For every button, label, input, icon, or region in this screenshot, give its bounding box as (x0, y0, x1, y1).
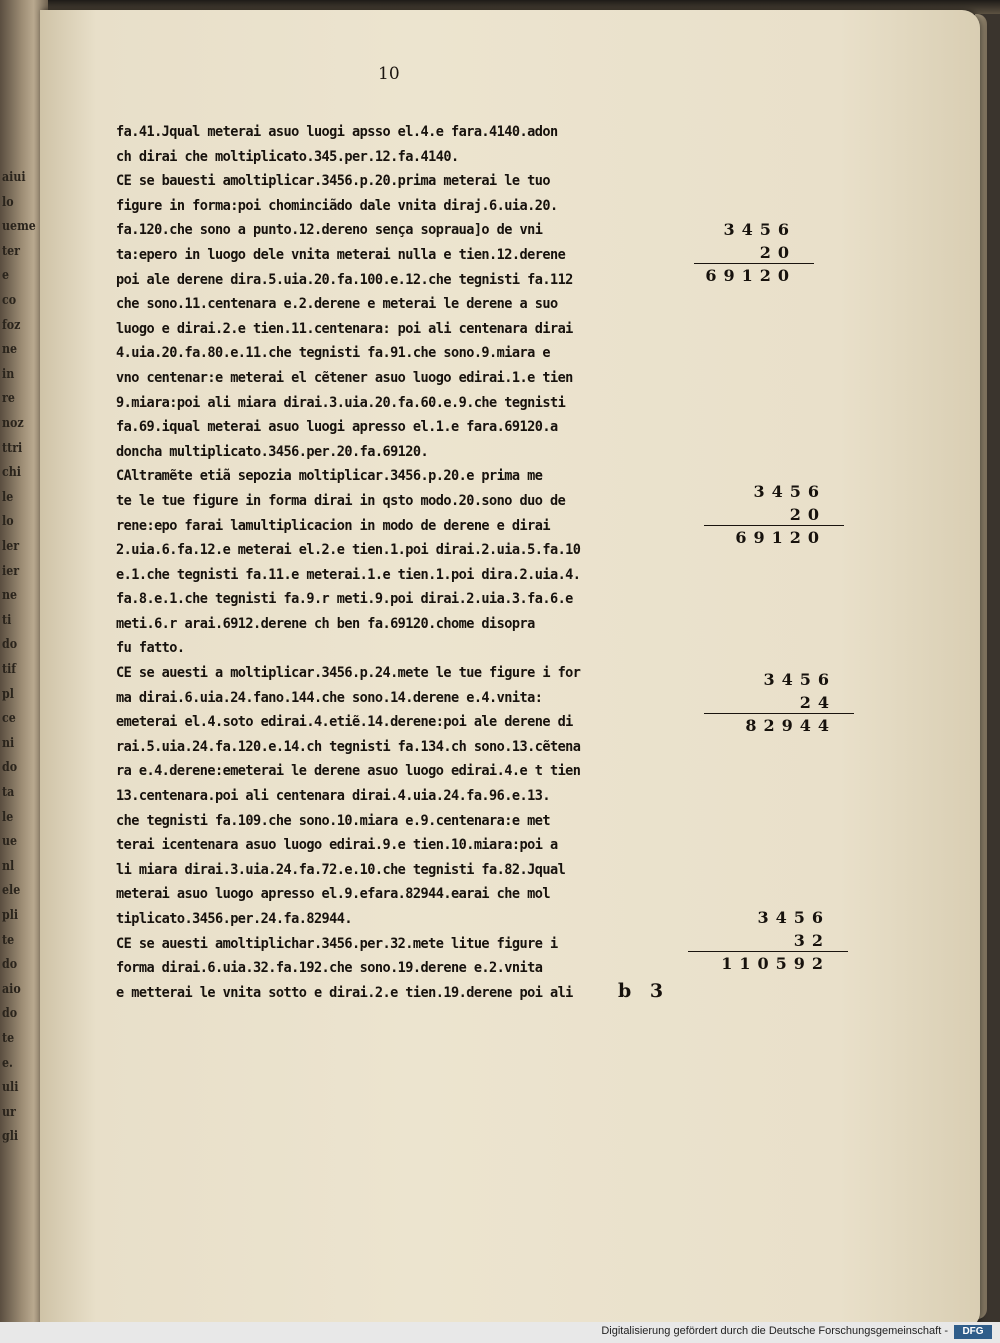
text-line: che tegnisti fa.109.che sono.10.miara e.9.centenara:e met (116, 811, 550, 829)
calc-multiplier: 20 (759, 243, 796, 262)
facing-page-fragment: do (2, 637, 18, 653)
text-line: CAltramẽte etiã sepozia moltiplicar.3456.p.20.e prima me (116, 467, 543, 485)
facing-page-fragment: uli (2, 1080, 19, 1096)
text-line: CE se auesti amoltiplichar.3456.per.32.mete litue figure i (116, 934, 558, 952)
paragraph (116, 169, 686, 464)
main-text-block (116, 120, 686, 1005)
calculation-24 (696, 668, 836, 737)
text-line: ra e.4.derene:emeterai le derene asuo luogo edirai.4.e t tien (116, 762, 581, 780)
facing-page-fragment: ttri (2, 440, 23, 456)
facing-page-fragment: aiui (2, 170, 26, 185)
facing-page-fragment: e (2, 268, 10, 284)
text-line: fu fatto. (116, 639, 185, 657)
text-line: luogo e dirai.2.e tien.11.centenara: poi ali centenara dirai (116, 319, 573, 337)
facing-page-fragment: pli (2, 908, 19, 923)
paragraph (116, 932, 686, 1006)
text-line: ta:epero in luogo dele vnita meterai nulla e tien.12.derene (116, 245, 566, 263)
facing-page-fragment: ce (2, 711, 16, 727)
calculation-32 (680, 906, 830, 975)
text-line: poi ale derene dira.5.uia.20.fa.100.e.12.che tegnisti fa.112 (116, 270, 573, 288)
facing-page-fragment: in (2, 366, 15, 382)
facing-page-fragment: do (2, 1006, 18, 1022)
calc-rule (704, 713, 854, 714)
text-line: fa.120.che sono a punto.12.dereno sença sopraua]o de vni (116, 221, 543, 239)
text-line: 9.miara:poi ali miara dirai.3.uia.20.fa.60.e.9.che tegnisti (116, 393, 566, 411)
text-line: figure in forma:poi chominciãdo dale vnita diraj.6.uia.20. (116, 196, 558, 214)
facing-page-fragment: tif (2, 662, 17, 677)
text-line: 4.uia.20.fa.80.e.11.che tegnisti fa.91.che sono.9.miara e (116, 344, 550, 362)
calc-rule (688, 951, 848, 952)
text-line: li miara dirai.3.uia.24.fa.72.e.10.che tegnisti fa.82.Jqual (116, 860, 566, 878)
facing-page-fragment: chi (2, 465, 21, 481)
dfg-logo: DFG (954, 1325, 992, 1339)
facing-page-fragment: re (2, 391, 15, 407)
footer-bar (0, 1322, 1000, 1343)
text-line: ma dirai.6.uia.24.fano.144.che sono.14.derene e.4.vnita: (116, 688, 543, 706)
text-line: 2.uia.6.fa.12.e meterai el.2.e tien.1.poi dirai.2.uia.5.fa.10 (116, 541, 581, 559)
facing-page-fragment: te (2, 932, 15, 948)
calc-product: 69120 (735, 528, 826, 547)
calculation-20-alt (696, 480, 826, 549)
calculation-20 (686, 218, 796, 287)
text-line: terai icentenara asuo luogo edirai.9.e tien.10.miara:poi a (116, 836, 558, 854)
text-line: CE se bauesti amoltiplicar.3456.p.20.prima meterai le tuo (116, 172, 550, 190)
facing-page-fragment: ur (2, 1104, 16, 1120)
signature-mark: b 3 (618, 980, 670, 1002)
text-line: meterai asuo luogo apresso el.9.efara.82944.earai che mol (116, 885, 550, 903)
facing-page-fragment: nl (2, 858, 15, 874)
facing-page-fragment: co (2, 293, 17, 308)
text-line: e.1.che tegnisti fa.11.e meterai.1.e tien.1.poi dira.2.uia.4. (116, 565, 581, 583)
facing-page-fragment: ue (2, 834, 18, 850)
calc-multiplier: 24 (799, 693, 836, 712)
facing-page-fragment: do (2, 760, 18, 776)
folio-number: 10 (378, 64, 400, 84)
text-line: forma dirai.6.uia.32.fa.192.che sono.19.derene e.2.vnita (116, 959, 543, 977)
facing-page-fragment: ne (2, 588, 18, 604)
calc-product: 69120 (705, 266, 796, 285)
text-line: fa.8.e.1.che tegnisti fa.9.r meti.9.poi dirai.2.uia.3.fa.6.e (116, 590, 573, 608)
paragraph (116, 120, 686, 169)
facing-page-fragment: ler (2, 539, 20, 554)
calc-multiplicand: 3456 (757, 908, 830, 927)
calc-multiplicand: 3456 (753, 482, 826, 501)
text-line: rene:epo farai lamultiplicacion in modo de derene e dirai (116, 516, 550, 534)
text-line: che sono.11.centenara e.2.derene e meterai le derene a suo (116, 295, 558, 313)
facing-page-fragment: noz (2, 416, 24, 431)
facing-page-fragment: e. (2, 1055, 13, 1071)
calc-multiplier: 32 (793, 931, 830, 950)
calc-product: 82944 (745, 716, 836, 735)
facing-page-fragment: pl (2, 686, 14, 702)
facing-page-fragment: ne (2, 342, 18, 358)
paragraph (116, 464, 686, 661)
text-line: tiplicato.3456.per.24.fa.82944. (116, 910, 353, 927)
facing-page-fragment: lo (2, 514, 14, 530)
footer-credit: Digitalisierung gefördert durch die Deutsche Forschungsgemeinschaft - (601, 1325, 948, 1337)
text-line: CE se auesti a moltiplicar.3456.p.24.mete le tue figure i for (116, 664, 581, 682)
calc-rule (694, 263, 814, 264)
text-line: emeterai el.4.soto edirai.4.etiẽ.14.derene:poi ale derene di (116, 713, 573, 731)
facing-page-fragment: ta (2, 785, 15, 800)
facing-page-fragment: lo (2, 194, 14, 210)
facing-page-fragment: aio (2, 981, 21, 997)
calc-rule (704, 525, 844, 526)
facing-page-fragment: le (2, 809, 14, 825)
paragraph (116, 661, 686, 932)
text-line: vno centenar:e meterai el cẽtener asuo luogo edirai.1.e tien (116, 368, 573, 386)
text-line: fa.41.Jqual meterai asuo luogi apsso el.4.e fara.4140.adon (116, 123, 558, 140)
text-line: 13.centenara.poi ali centenara dirai.4.uia.24.fa.96.e.13. (116, 787, 550, 805)
facing-page-fragment: ni (2, 735, 15, 751)
text-line: e metterai le vnita sotto e dirai.2.e tien.19.derene poi ali (116, 983, 573, 1001)
facing-page-fragment: foz (2, 317, 21, 333)
calc-multiplicand: 3456 (723, 220, 796, 239)
text-line: fa.69.iqual meterai asuo luogi apresso el.1.e fara.69120.a (116, 418, 558, 436)
facing-page-fragment: ter (2, 243, 20, 259)
text-line: doncha multiplicato.3456.per.20.fa.69120. (116, 442, 429, 460)
facing-page-fragment: ti (2, 612, 12, 628)
calc-multiplier: 20 (789, 505, 826, 524)
facing-page-fragment: le (2, 489, 14, 505)
text-line: ch dirai che moltiplicato.345.per.12.fa.4140. (116, 147, 459, 165)
text-line: meti.6.r arai.6912.derene ch ben fa.69120.chome disopra (116, 614, 535, 632)
facing-page-fragment: te (2, 1031, 15, 1046)
calc-product: 110592 (721, 954, 830, 973)
facing-page-fragment: ier (2, 563, 20, 579)
facing-page-fragment: do (2, 957, 18, 973)
calc-multiplicand: 3456 (763, 670, 836, 689)
text-line: rai.5.uia.24.fa.120.e.14.ch tegnisti fa.134.ch sono.13.cẽtena (116, 737, 581, 755)
facing-page-fragment: ele (2, 883, 21, 899)
facing-page-fragment: ueme (2, 219, 36, 235)
text-line: te le tue figure in forma dirai in qsto modo.20.sono duo de (116, 491, 566, 509)
facing-page-fragment: gli (2, 1129, 19, 1145)
